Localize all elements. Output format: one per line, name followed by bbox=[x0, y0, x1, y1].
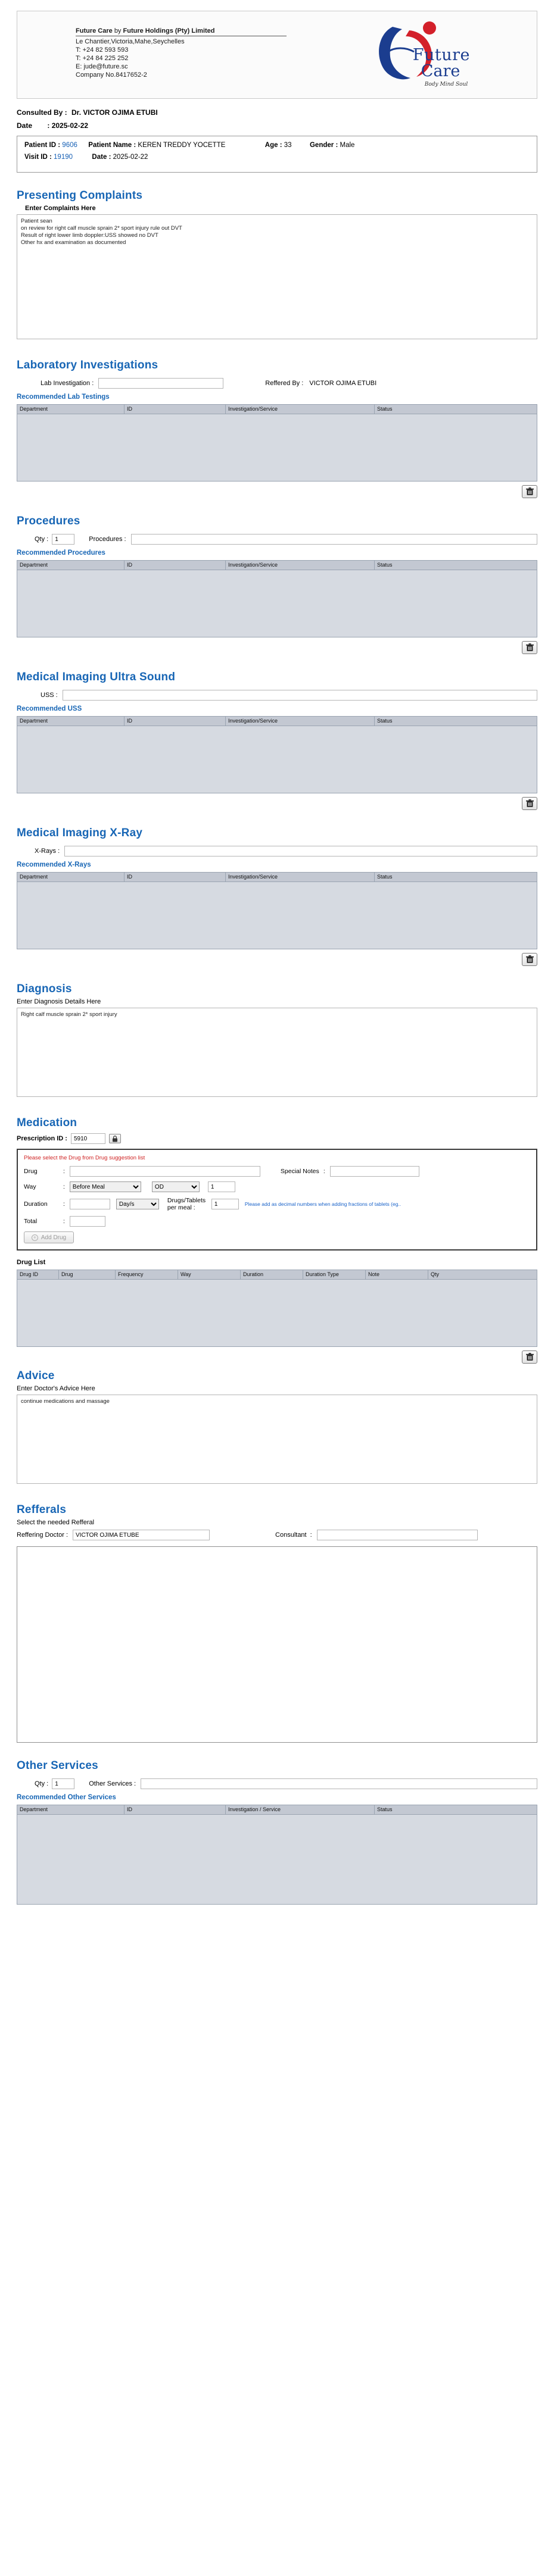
visit-id-value: 19190 bbox=[54, 154, 73, 161]
recommended-xray-label: Recommended X-Rays bbox=[17, 861, 91, 868]
visit-id-sep: : bbox=[49, 154, 52, 161]
other-services-input-row bbox=[17, 1778, 537, 1789]
visit-id-label: Visit ID bbox=[24, 154, 48, 161]
diagnosis-title: Diagnosis bbox=[17, 983, 72, 995]
referrals-panel[interactable] bbox=[17, 1546, 537, 1743]
patient-gender-label: Gender bbox=[309, 142, 334, 149]
way-select[interactable] bbox=[70, 1181, 141, 1192]
procedures-grid-header bbox=[17, 561, 537, 570]
patient-summary bbox=[17, 136, 537, 173]
patient-name-value: KEREN TREDDY YOCETTE bbox=[138, 142, 226, 149]
uss-delete-button[interactable] bbox=[522, 797, 537, 810]
drug-col-drug: Drug bbox=[59, 1270, 116, 1279]
drug-list-label: Drug List bbox=[17, 1259, 46, 1266]
proc-col-id: ID bbox=[125, 561, 226, 570]
patient-row-2 bbox=[24, 154, 530, 161]
frequency-count-input[interactable] bbox=[208, 1181, 235, 1192]
lab-grid-body[interactable] bbox=[17, 414, 537, 481]
uss-grid bbox=[17, 716, 537, 793]
medication-title: Medication bbox=[17, 1117, 77, 1129]
clinic-header bbox=[17, 11, 537, 99]
consult-date-sep: : bbox=[47, 121, 50, 130]
special-notes-input[interactable] bbox=[330, 1166, 419, 1177]
trash-icon bbox=[526, 799, 534, 808]
proc-col-service: Investigation/Service bbox=[226, 561, 375, 570]
drug-col-note: Note bbox=[366, 1270, 428, 1279]
trash-icon bbox=[526, 487, 534, 496]
clinic-name-by: by bbox=[114, 27, 122, 35]
other-services-title: Other Services bbox=[17, 1759, 98, 1772]
consultant-input[interactable] bbox=[317, 1530, 478, 1540]
consulted-by-row bbox=[17, 108, 537, 117]
drug-list-header bbox=[17, 1270, 537, 1280]
prescription-id-label: Prescription ID : bbox=[17, 1135, 67, 1142]
referring-doctor-label: Reffering Doctor : bbox=[17, 1531, 69, 1539]
drug-col-duration: Duration bbox=[241, 1270, 303, 1279]
prescription-id-row bbox=[17, 1133, 537, 1144]
xray-col-department: Department bbox=[17, 873, 125, 881]
lab-col-status: Status bbox=[377, 406, 393, 412]
special-notes-label: Special Notes bbox=[280, 1168, 319, 1175]
xray-input-row bbox=[17, 846, 537, 856]
xray-delete-button[interactable] bbox=[522, 953, 537, 966]
other-services-input[interactable] bbox=[141, 1778, 537, 1789]
duration-input[interactable] bbox=[70, 1199, 110, 1209]
uss-input-row bbox=[17, 690, 537, 701]
per-meal-input[interactable] bbox=[211, 1199, 239, 1209]
patient-name-label: Patient Name bbox=[88, 142, 132, 149]
os-col-department: Department bbox=[17, 1805, 125, 1814]
uss-grid-header bbox=[17, 717, 537, 726]
uss-col-status: Status bbox=[377, 718, 393, 724]
trash-icon bbox=[526, 1353, 534, 1361]
referrals-title: Refferals bbox=[17, 1503, 67, 1516]
drug-list-grid bbox=[17, 1270, 537, 1347]
xray-grid-header bbox=[17, 873, 537, 882]
prescription-id-input[interactable] bbox=[71, 1133, 105, 1144]
proc-col-status: Status bbox=[377, 562, 393, 568]
clinic-address-line-2: T: +24 82 593 593 bbox=[76, 46, 129, 54]
duration-sep: : bbox=[63, 1201, 65, 1208]
medication-entry-panel bbox=[17, 1149, 537, 1251]
patient-age-sep: : bbox=[279, 142, 282, 149]
xray-actions bbox=[17, 953, 537, 966]
drug-label: Drug bbox=[24, 1168, 38, 1175]
plus-icon: + bbox=[32, 1234, 38, 1241]
visit-date-label: Date bbox=[92, 154, 107, 161]
recommended-other-services-label: Recommended Other Services bbox=[17, 1794, 116, 1801]
duration-unit-select[interactable] bbox=[116, 1199, 159, 1209]
drug-input[interactable] bbox=[70, 1166, 260, 1177]
logo-line-1: Future bbox=[412, 46, 470, 64]
other-services-field-label: Other Services : bbox=[89, 1780, 136, 1787]
drug-warning-text: Please select the Drug from Drug suggestion list bbox=[24, 1155, 145, 1161]
lab-referred-value: VICTOR OJIMA ETUBI bbox=[309, 380, 377, 387]
lab-delete-button[interactable] bbox=[522, 485, 537, 498]
total-input[interactable] bbox=[70, 1216, 105, 1227]
xray-grid-body[interactable] bbox=[17, 882, 537, 949]
lab-investigation-input[interactable] bbox=[98, 378, 223, 389]
lab-results-grid bbox=[17, 404, 537, 482]
lab-input-row bbox=[17, 378, 537, 389]
recommended-procedures-label: Recommended Procedures bbox=[17, 549, 105, 557]
duration-label: Duration bbox=[24, 1201, 48, 1208]
frequency-select[interactable] bbox=[152, 1181, 200, 1192]
total-sep: : bbox=[63, 1218, 65, 1225]
clinic-name-suffix: Future Holdings (Pty) Limited bbox=[123, 27, 215, 35]
presenting-complaints-title: Presenting Complaints bbox=[17, 189, 143, 202]
procedures-field-label: Procedures : bbox=[89, 536, 126, 543]
complaints-sub-label: Enter Complaints Here bbox=[25, 205, 96, 212]
drug-col-qty: Qty bbox=[431, 1271, 440, 1277]
clinic-name-prefix: Future Care bbox=[76, 27, 113, 35]
xray-grid bbox=[17, 872, 537, 949]
procedures-actions bbox=[17, 641, 537, 654]
diagnosis-sub-label: Enter Diagnosis Details Here bbox=[17, 998, 101, 1005]
procedures-input[interactable] bbox=[131, 534, 537, 545]
patient-row-1 bbox=[24, 142, 530, 149]
consultant-label: Consultant bbox=[275, 1531, 307, 1539]
add-drug-label: Add Drug bbox=[41, 1234, 67, 1241]
other-services-grid-body[interactable] bbox=[17, 1815, 537, 1904]
way-label: Way bbox=[24, 1183, 36, 1190]
drug-row bbox=[24, 1166, 530, 1177]
xray-col-service: Investigation/Service bbox=[226, 873, 375, 881]
xray-col-id: ID bbox=[125, 873, 226, 881]
logo-line-2: Care bbox=[421, 62, 460, 80]
patient-name-sep: : bbox=[133, 142, 136, 149]
referrals-sub-label: Select the needed Refferal bbox=[17, 1519, 95, 1526]
drug-col-frequency: Frequency bbox=[116, 1270, 178, 1279]
consult-date-row bbox=[17, 121, 537, 130]
add-drug-button[interactable] bbox=[24, 1231, 74, 1243]
referring-doctor-input[interactable] bbox=[73, 1530, 210, 1540]
uss-actions bbox=[17, 797, 537, 810]
other-services-qty-input[interactable] bbox=[52, 1778, 74, 1789]
other-services-grid bbox=[17, 1805, 537, 1905]
patient-age-value: 33 bbox=[284, 142, 292, 149]
recommended-uss-label: Recommended USS bbox=[17, 705, 82, 712]
trash-icon bbox=[526, 955, 534, 964]
os-col-status: Status bbox=[377, 1806, 393, 1812]
drug-list-actions bbox=[17, 1350, 537, 1364]
xray-title: Medical Imaging X-Ray bbox=[17, 827, 143, 839]
clinic-address-line-3: T: +24 84 225 252 bbox=[76, 55, 129, 62]
referring-doctor-row bbox=[17, 1530, 537, 1540]
lock-icon[interactable] bbox=[109, 1134, 121, 1143]
procedures-grid bbox=[17, 560, 537, 637]
lab-input-label: Lab Investigation : bbox=[41, 380, 94, 387]
procedures-grid-body[interactable] bbox=[17, 570, 537, 637]
uss-field-label: USS : bbox=[41, 692, 58, 699]
procedures-qty-label: Qty : bbox=[35, 536, 49, 543]
decimal-note: Please add as decimal numbers when adding fractions of tablets (eg.. bbox=[244, 1201, 402, 1207]
other-services-qty-label: Qty : bbox=[35, 1780, 49, 1787]
patient-id-sep: : bbox=[58, 142, 61, 149]
procedures-qty-input[interactable] bbox=[52, 534, 74, 545]
procedures-title: Procedures bbox=[17, 515, 80, 527]
drug-col-id: Drug ID bbox=[17, 1270, 59, 1279]
patient-gender-sep: : bbox=[335, 142, 338, 149]
proc-col-department: Department bbox=[17, 561, 125, 570]
patient-age-label: Age bbox=[264, 142, 278, 149]
advice-sub-label: Enter Doctor's Advice Here bbox=[17, 1385, 95, 1392]
trash-icon bbox=[526, 643, 534, 652]
visit-date-value: 2025-02-22 bbox=[113, 154, 148, 161]
uss-col-department: Department bbox=[17, 717, 125, 726]
lab-col-id: ID bbox=[125, 405, 226, 414]
complaints-textarea[interactable] bbox=[17, 214, 537, 339]
clinic-address-line-5: Company No.8417652-2 bbox=[76, 71, 147, 79]
clinic-address-line-4: E: jude@future.sc bbox=[76, 63, 128, 70]
procedures-input-row bbox=[17, 534, 537, 545]
ultrasound-title: Medical Imaging Ultra Sound bbox=[17, 671, 176, 683]
patient-gender-value: Male bbox=[340, 142, 355, 149]
consult-date-value: 2025-02-22 bbox=[51, 121, 89, 130]
diagnosis-textarea[interactable] bbox=[17, 1008, 537, 1097]
prescription-page bbox=[0, 11, 554, 1905]
lab-grid-header bbox=[17, 405, 537, 414]
way-row bbox=[24, 1181, 530, 1192]
lab-col-service: Investigation/Service bbox=[226, 405, 375, 414]
uss-col-id: ID bbox=[125, 717, 226, 726]
duration-row bbox=[24, 1197, 530, 1211]
clinic-address-line-1: Le Chantier,Victoria,Mahe,Seychelles bbox=[76, 38, 185, 45]
other-services-grid-header bbox=[17, 1805, 537, 1815]
drug-delete-button[interactable] bbox=[522, 1350, 537, 1364]
logo-tagline: Body Mind Soul bbox=[424, 82, 468, 87]
xray-input[interactable] bbox=[64, 846, 537, 856]
advice-title: Advice bbox=[17, 1370, 55, 1382]
visit-date-sep: : bbox=[108, 154, 111, 161]
uss-grid-body[interactable] bbox=[17, 726, 537, 793]
uss-input[interactable] bbox=[63, 690, 537, 701]
patient-id-value: 9606 bbox=[62, 142, 77, 149]
advice-textarea[interactable] bbox=[17, 1395, 537, 1484]
total-label: Total bbox=[24, 1218, 38, 1225]
per-meal-label: Drugs/Tablets per meal : bbox=[167, 1197, 206, 1211]
lab-col-department: Department bbox=[17, 405, 125, 414]
lock-glyph-icon bbox=[112, 1136, 118, 1142]
os-col-service: Investigation / Service bbox=[226, 1805, 375, 1814]
lab-referred-label: Reffered By : bbox=[265, 380, 304, 387]
patient-id-label: Patient ID bbox=[24, 142, 57, 149]
total-row bbox=[24, 1216, 530, 1227]
xray-field-label: X-Rays : bbox=[35, 848, 60, 855]
lab-investigations-title: Laboratory Investigations bbox=[17, 359, 158, 371]
clinic-name bbox=[76, 27, 287, 36]
drug-sep: : bbox=[63, 1168, 65, 1175]
consultant-sep: : bbox=[310, 1531, 312, 1539]
drug-col-duration-type: Duration Type bbox=[303, 1270, 366, 1279]
uss-col-service: Investigation/Service bbox=[226, 717, 375, 726]
consult-date-label: Date bbox=[17, 121, 33, 130]
procedures-delete-button[interactable] bbox=[522, 641, 537, 654]
special-notes-sep: : bbox=[323, 1168, 325, 1175]
recommended-lab-label: Recommended Lab Testings bbox=[17, 393, 110, 401]
drug-list-body[interactable] bbox=[17, 1280, 537, 1346]
drug-col-way: Way bbox=[178, 1270, 241, 1279]
os-col-id: ID bbox=[125, 1805, 226, 1814]
way-sep: : bbox=[63, 1183, 65, 1190]
lab-actions bbox=[17, 485, 537, 498]
consulted-by-doctor: Dr. VICTOR OJIMA ETUBI bbox=[71, 108, 158, 117]
consulted-by-label: Consulted By : bbox=[17, 108, 67, 117]
xray-col-status: Status bbox=[377, 874, 393, 880]
logo-wordmark bbox=[413, 46, 470, 87]
